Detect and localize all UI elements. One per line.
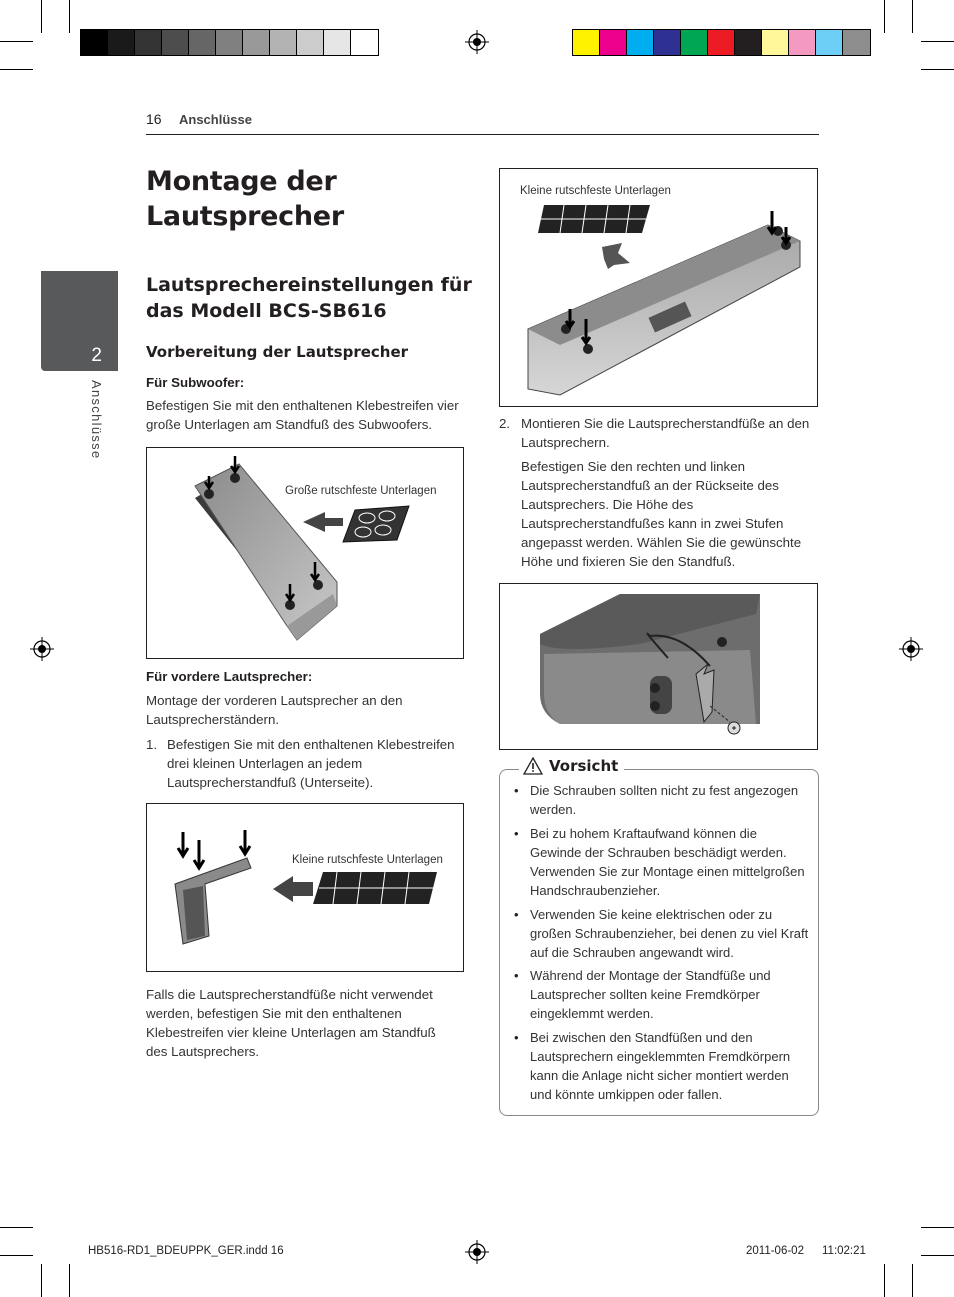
subwoofer-illustration bbox=[147, 448, 464, 659]
warning-triangle-icon bbox=[523, 757, 543, 775]
color-swatch bbox=[324, 30, 351, 55]
section-heading: Lautsprechereinstellungen für das Modell BCS-SB616 bbox=[146, 274, 472, 322]
stand-attach-illustration bbox=[500, 584, 818, 750]
color-swatch bbox=[627, 30, 654, 55]
soundbar-pads-figure bbox=[499, 168, 818, 407]
color-swatch bbox=[270, 30, 297, 55]
subwoofer-text: Befestigen Sie mit den enthaltenen Klebestreifen vier große Unterlagen am Standfuß des Subwoofers. bbox=[146, 398, 459, 432]
chapter-tab-label: Anschlüsse bbox=[89, 380, 104, 460]
caution-item: • Verwenden Sie keine elektrischen oder zu großen Schraubenzieher, bei denen zu viel Kraft auf die Schrauben angewandt wird. bbox=[514, 905, 810, 962]
color-swatch bbox=[843, 30, 870, 55]
caution-header bbox=[519, 757, 624, 775]
crop-mark bbox=[69, 0, 70, 33]
step-2-text: Montieren Sie die Lautsprecherstandfüße an den Lautsprechern. bbox=[521, 416, 810, 450]
front-text: Montage der vorderen Lautsprecher an den Lautsprecherständern. bbox=[146, 693, 403, 727]
color-swatch bbox=[162, 30, 189, 55]
crop-mark bbox=[0, 1227, 33, 1228]
crop-mark bbox=[0, 41, 33, 42]
front-heading: Für vordere Lautsprecher: bbox=[146, 669, 313, 684]
caution-divider bbox=[632, 769, 802, 770]
color-swatch bbox=[816, 30, 843, 55]
registration-mark-icon bbox=[465, 1240, 489, 1264]
chapter-tab bbox=[41, 271, 118, 371]
crop-mark bbox=[884, 1264, 885, 1297]
color-swatch bbox=[216, 30, 243, 55]
soundbar-small-pads-label: Kleine rutschfeste Unterlagen bbox=[520, 185, 671, 197]
color-swatch bbox=[297, 30, 324, 55]
color-swatch bbox=[351, 30, 378, 55]
registration-mark-icon bbox=[899, 637, 923, 661]
crop-mark bbox=[884, 0, 885, 33]
subwoofer-heading: Für Subwoofer: bbox=[146, 375, 245, 390]
footer-date: 2011-06-02 bbox=[746, 1245, 804, 1257]
header-section-title: Anschlüsse bbox=[179, 112, 252, 127]
color-swatch bbox=[573, 30, 600, 55]
color-swatch bbox=[681, 30, 708, 55]
large-pads-label: Große rutschfeste Unterlagen bbox=[285, 485, 437, 497]
step-2-detail: Befestigen Sie den rechten und linken Lautsprecherstandfuß an der Rückseite des Lautsprechers. Die Höhe des Lautsprecherstandfußes kann in zwei Stufen angepasst werden. Wählen Sie die gewünschte Höhe und fixieren Sie den Standfuß. bbox=[521, 459, 802, 569]
footer-filename: HB516-RD1_BDEUPPK_GER.indd 16 bbox=[88, 1245, 284, 1257]
stand-illustration bbox=[147, 804, 464, 972]
caution-item: • Bei zwischen den Standfüßen und den Lautsprechern eingeklemmten Fremdkörpern kann die Anlage nicht sicher montiert werden und könnte umkippen oder fallen. bbox=[514, 1028, 810, 1104]
color-swatch bbox=[243, 30, 270, 55]
color-swatch bbox=[762, 30, 789, 55]
color-swatch bbox=[135, 30, 162, 55]
crop-mark bbox=[912, 1264, 913, 1297]
running-header bbox=[146, 110, 819, 135]
chapter-number: 2 bbox=[91, 345, 102, 366]
crop-mark bbox=[0, 1255, 33, 1256]
subwoofer-figure bbox=[146, 447, 464, 659]
crop-mark bbox=[921, 1255, 954, 1256]
color-swatch bbox=[189, 30, 216, 55]
soundbar-illustration bbox=[500, 169, 818, 407]
step-1-number: 1. bbox=[146, 737, 158, 752]
step-1-text: Befestigen Sie mit den enthaltenen Klebestreifen drei kleinen Unterlagen an jedem Lautsprecherstandfuß (Unterseite). bbox=[167, 737, 455, 790]
front-note: Falls die Lautsprecherstandfüße nicht verwendet werden, befestigen Sie mit den enthaltenen Klebestreifen vier kleine Unterlagen am Standfuß des Lautsprechers. bbox=[146, 987, 436, 1059]
caution-item: • Bei zu hohem Kraftaufwand können die Gewinde der Schrauben beschädigt werden. Verwenden Sie zur Montage einen mittelgroßen Handschraubenzieher. bbox=[514, 824, 810, 900]
small-pads-label: Kleine rutschfeste Unterlagen bbox=[292, 854, 443, 866]
caution-title: Vorsicht bbox=[549, 757, 619, 775]
registration-mark-icon bbox=[465, 30, 489, 54]
crop-mark bbox=[921, 1227, 954, 1228]
caution-item: • Die Schrauben sollten nicht zu fest angezogen werden. bbox=[514, 781, 810, 819]
color-swatch bbox=[600, 30, 627, 55]
crop-mark bbox=[41, 0, 42, 33]
color-swatch bbox=[789, 30, 816, 55]
stand-pads-figure bbox=[146, 803, 464, 972]
stand-attach-figure bbox=[499, 583, 818, 750]
subsection-heading: Vorbereitung der Lautsprecher bbox=[146, 343, 409, 361]
crop-mark bbox=[0, 69, 33, 70]
footer-time: 11:02:21 bbox=[822, 1245, 866, 1257]
color-swatch bbox=[81, 30, 108, 55]
crop-mark bbox=[921, 69, 954, 70]
color-swatch bbox=[108, 30, 135, 55]
crop-mark bbox=[912, 0, 913, 33]
step-2-number: 2. bbox=[499, 416, 511, 431]
crop-mark bbox=[41, 1264, 42, 1297]
color-swatch bbox=[654, 30, 681, 55]
crop-mark bbox=[69, 1264, 70, 1297]
color-swatch bbox=[708, 30, 735, 55]
step-1 bbox=[146, 735, 466, 792]
crop-mark bbox=[921, 41, 954, 42]
caution-item: • Während der Montage der Standfüße und Lautsprecher sollten keine Fremdkörper eingeklemmt werden. bbox=[514, 966, 810, 1023]
registration-mark-icon bbox=[30, 637, 54, 661]
grayscale-color-bar bbox=[80, 29, 379, 56]
color-swatch bbox=[735, 30, 762, 55]
page-title: Montage der Lautsprecher bbox=[146, 166, 344, 232]
page-number: 16 bbox=[146, 111, 162, 127]
step-2 bbox=[499, 414, 815, 452]
process-color-bar bbox=[572, 29, 871, 56]
